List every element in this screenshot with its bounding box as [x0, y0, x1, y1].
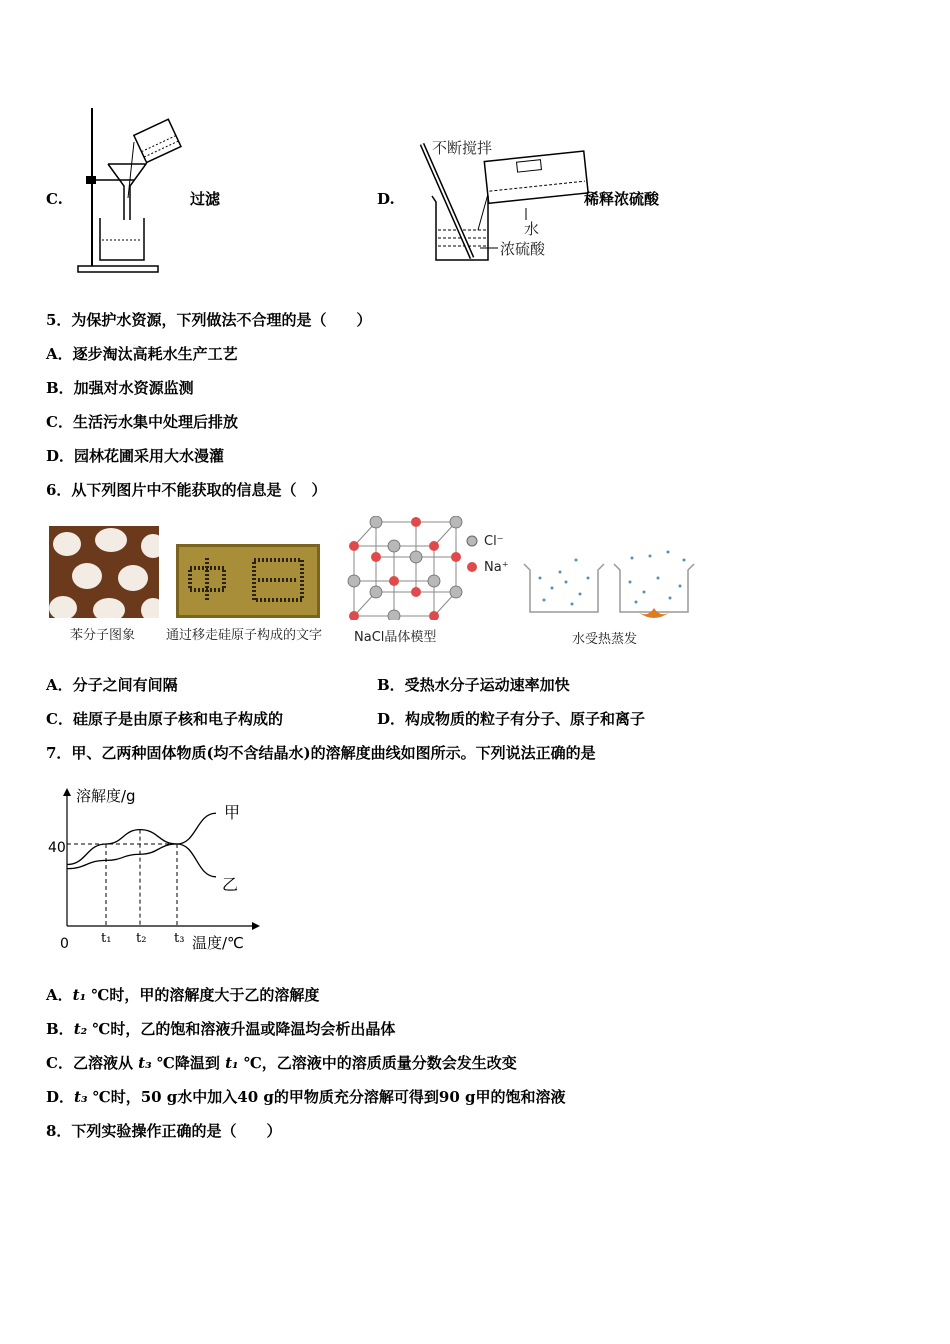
label-stirring: 不断搅拌 — [432, 139, 493, 157]
q5-stem: 5．为保护水资源，下列做法不合理的是（ ） — [46, 311, 372, 329]
x-axis-label: 温度/℃ — [192, 934, 244, 952]
q4-option-c-caption: 过滤 — [190, 190, 221, 208]
series-yi-label: 乙 — [222, 875, 239, 894]
legend-chloride-ion: Cl⁻ — [484, 534, 504, 549]
legend-sodium-ion: Na⁺ — [484, 560, 509, 575]
sodium-legend-dot — [466, 561, 478, 573]
caption-evaporation: 水受热蒸发 — [572, 632, 638, 647]
y-axis-label: 溶解度/g — [76, 787, 136, 805]
q5-option-c: C．生活污水集中处理后排放 — [46, 413, 238, 431]
y-tick-40: 40 — [48, 840, 66, 856]
q6-stem: 6．从下列图片中不能获取的信息是（ ） — [46, 481, 327, 499]
filtration-apparatus-figure — [72, 100, 192, 280]
q6-option-a: A．分子之间有间隔 — [46, 676, 178, 694]
x-tick-t2: t₂ — [136, 931, 147, 946]
benzene-molecule-image — [49, 526, 159, 618]
q6-option-d: D．构成物质的粒子有分子、原子和离子 — [377, 710, 646, 728]
water-evaporation-image — [520, 548, 706, 624]
label-conc-acid: 浓硫酸 — [500, 240, 546, 258]
q4-option-d-caption: 稀释浓硫酸 — [584, 190, 660, 208]
q5-option-b: B．加强对水资源监测 — [46, 379, 194, 397]
label-water: 水 — [524, 220, 540, 238]
q7-option-b: B．t₂ ℃时，乙的饱和溶液升温或降温均会析出晶体 — [46, 1020, 396, 1038]
solubility-chart — [40, 782, 270, 957]
caption-nacl: NaCl晶体模型 — [354, 630, 437, 645]
caption-benzene: 苯分子图象 — [70, 628, 136, 643]
x-tick-t3: t₃ — [174, 931, 185, 946]
series-jia-label: 甲 — [224, 803, 241, 822]
nacl-crystal-model — [344, 516, 469, 620]
q7-option-c: C．乙溶液从 t₃ ℃降温到 t₁ ℃，乙溶液中的溶质质量分数会发生改变 — [46, 1054, 517, 1072]
q7-stem: 7．甲、乙两种固体物质(均不含结晶水)的溶解度曲线如图所示。下列说法正确的是 — [46, 744, 596, 762]
q8-stem: 8．下列实验操作正确的是（ ） — [46, 1122, 282, 1140]
q7-option-d: D．t₃ ℃时，50 g水中加入40 g的甲物质充分溶解可得到90 g甲的饱和溶液 — [46, 1088, 566, 1106]
q4-option-c-letter: C. — [46, 190, 63, 208]
x-tick-t1: t₁ — [101, 931, 112, 946]
chloride-legend-dot — [466, 535, 478, 547]
q6-option-b: B．受热水分子运动速率加快 — [377, 676, 570, 694]
silicon-atoms-image — [176, 544, 320, 618]
q6-option-c: C．硅原子是由原子核和电子构成的 — [46, 710, 283, 728]
q4-option-d-letter: D. — [377, 190, 395, 208]
q5-option-d: D．园林花圃采用大水漫灌 — [46, 447, 225, 465]
origin-label: 0 — [60, 936, 69, 952]
q5-option-a: A．逐步淘汰高耗水生产工艺 — [46, 345, 238, 363]
series-yi-curve — [67, 844, 216, 877]
q7-option-a: A．t₁ ℃时，甲的溶解度大于乙的溶解度 — [46, 986, 320, 1004]
caption-silicon: 通过移走硅原子构成的文字 — [166, 628, 323, 643]
